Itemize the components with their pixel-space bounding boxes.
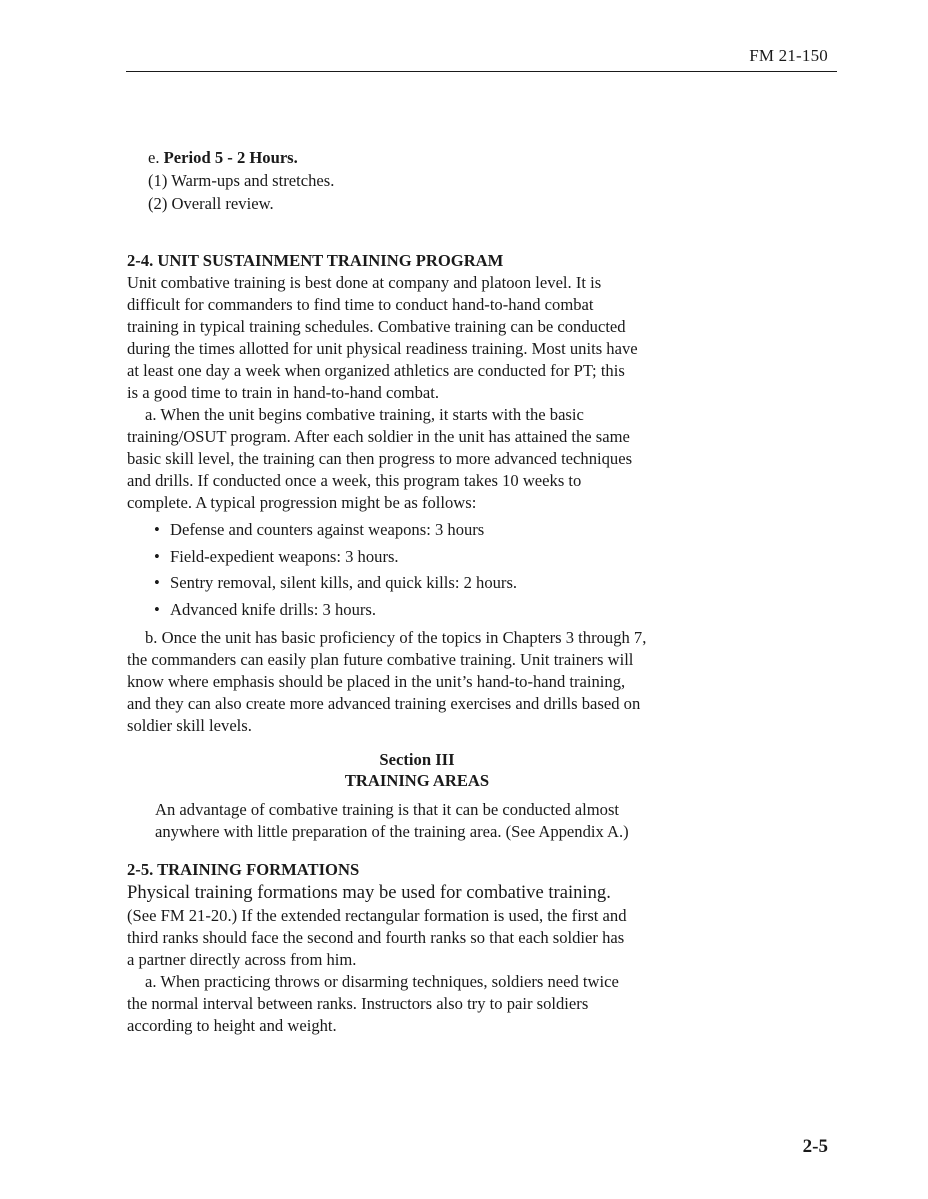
bullet-glyph: • [154,573,160,592]
text-line: Unit combative training is best done at company and platoon level. It is [127,273,602,292]
text-line: Physical training formations may be used for combative training. [127,882,611,903]
period-5-block [148,146,727,215]
text-line: and drills. If conducted once a week, this program takes 10 weeks to [127,471,582,490]
page-number: 2-5 [802,1136,828,1157]
text-line: know where emphasis should be placed in the unit’s hand-to-hand training, [127,672,626,691]
text-line: during the times allotted for unit physical readiness training. Most units have [127,339,638,358]
text-line: according to height and weight. [127,1016,337,1035]
section-2-4-heading: 2-4. UNIT SUSTAINMENT TRAINING PROGRAM [127,251,504,270]
text-line: training/OSUT program. After each soldier in the unit has attained the same [127,427,630,446]
section-iii-text [155,799,727,843]
text-line: is a good time to train in hand-to-hand combat. [127,383,439,402]
list-item [154,517,727,544]
period-5-heading [148,146,727,169]
text-line: anywhere with little preparation of the training area. (See Appendix A.) [155,822,629,841]
text-line: at least one day a week when organized athletics are conducted for PT; this [127,361,625,380]
list-item-text: Defense and counters against weapons: 3 hours [170,520,485,539]
text-line: the normal interval between ranks. Instructors also try to pair soldiers [127,994,589,1013]
text-line: (See FM 21-20.) If the extended rectangular formation is used, the first and [127,906,627,925]
text-line: complete. A typical progression might be as follows: [127,493,477,512]
section-number: Section III [379,750,455,769]
text-line: b. Once the unit has basic proficiency of the topics in Chapters 3 through 7, [145,628,647,647]
section-2-4-intro [127,272,727,404]
bullet-glyph: • [154,599,160,619]
text-line: the commanders can easily plan future combative training. Unit trainers will [127,650,634,669]
period-item: (2) Overall review. [148,194,274,213]
text-line: soldier skill levels. [127,716,252,735]
section-subtitle: TRAINING AREAS [344,771,490,790]
progression-list [127,517,727,623]
section-2-4-para-a [127,404,727,514]
section-2-5-intro [127,881,727,971]
list-item-text: Field-expedient weapons: 3 hours. [170,546,399,566]
page-body [127,146,727,1037]
period-item: (1) Warm-ups and stretches. [148,171,335,190]
text-line: training in typical training schedules. Combative training can be conducted [127,317,626,336]
list-item [154,570,727,597]
list-item [154,597,727,624]
period-label-bold: Period 5 - 2 Hours. [163,148,298,167]
section-2-5-para-a [127,971,727,1037]
text-line: An advantage of combative training is that it can be conducted almost [155,800,620,819]
text-line: third ranks should face the second and fourth ranks so that each soldier has [127,928,625,947]
header-rule [126,71,837,72]
list-item-text: Advanced knife drills: 3 hours. [170,599,376,619]
bullet-glyph: • [154,546,160,566]
text-line: a. When practicing throws or disarming techniques, soldiers need twice [145,972,619,991]
section-2-5-heading: 2-5. TRAINING FORMATIONS [127,860,360,879]
period-label-prefix: e. [148,148,164,167]
text-line: a. When the unit begins combative training, it starts with the basic [145,405,584,424]
text-line: difficult for commanders to find time to conduct hand-to-hand combat [127,295,594,314]
document-id: FM 21-150 [749,46,828,65]
text-line: and they can also create more advanced training exercises and drills based on [127,694,641,713]
bullet-glyph: • [154,520,160,539]
list-item-text: Sentry removal, silent kills, and quick kills: 2 hours. [170,573,518,592]
text-line: a partner directly across from him. [127,950,357,969]
list-item [154,544,727,571]
section-2-4-para-b [127,627,727,737]
text-line: basic skill level, the training can then progress to more advanced techniques [127,449,633,468]
section-iii-title [127,749,707,791]
